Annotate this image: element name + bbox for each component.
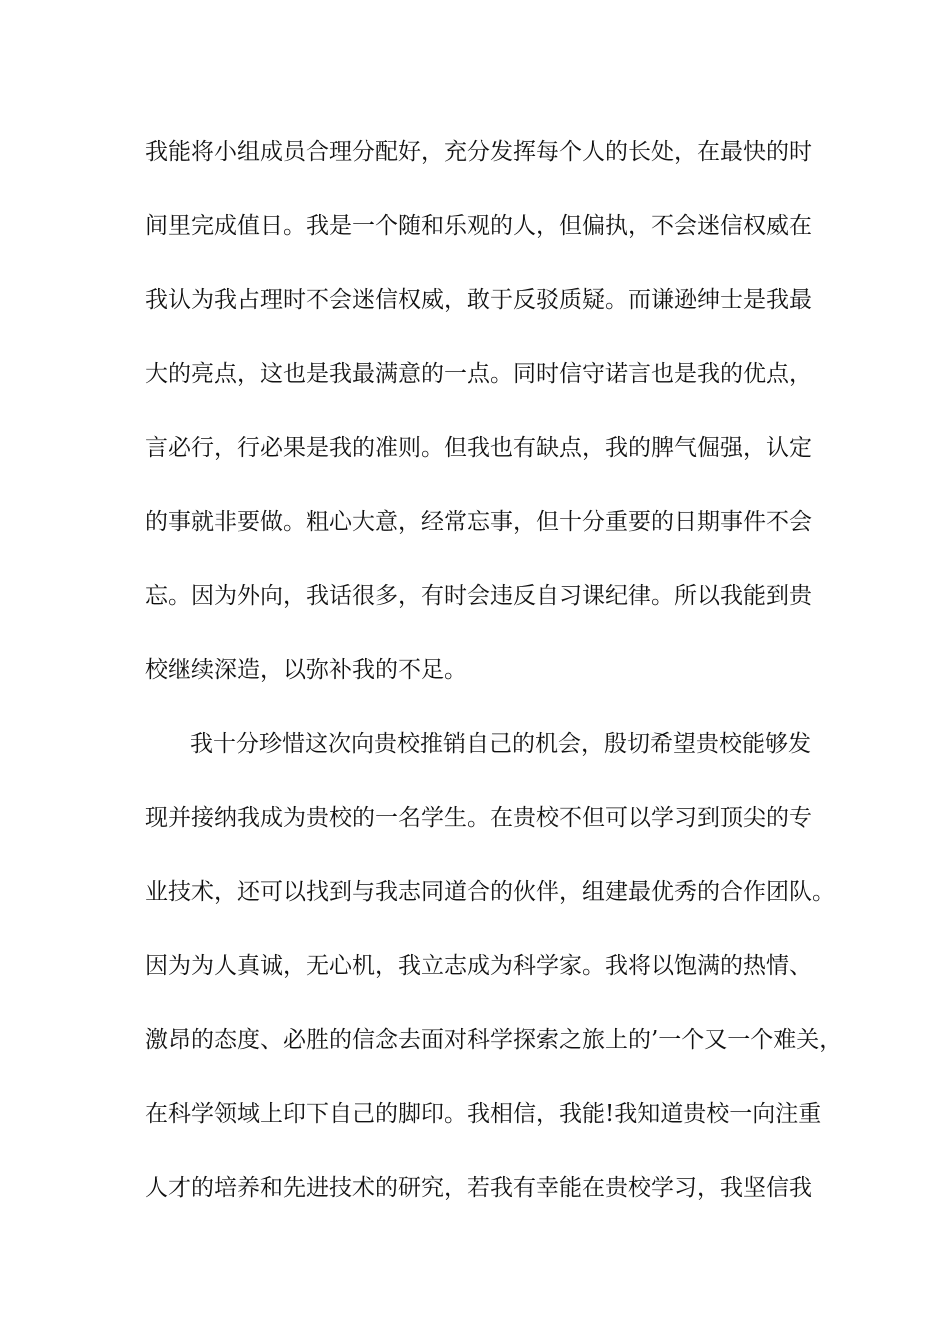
paragraph-first-line: 我十分珍惜这次向贵校推销自己的机会，殷切希望贵校能够发 [190,731,811,757]
text-line: 人才的培养和先进技术的研究，若我有幸能在贵校学习，我坚信我 [145,1175,812,1201]
text-line: 校继续深造，以弥补我的不足。 [145,657,467,683]
text-line: 现并接纳我成为贵校的一名学生。在贵校不但可以学习到顶尖的专 [145,805,812,831]
text-line: 的事就非要做。粗心大意，经常忘事，但十分重要的日期事件不会 [145,509,812,535]
text-line: 我能将小组成员合理分配好，充分发挥每个人的长处，在最快的时 [145,139,812,165]
text-line: 激昂的态度、必胜的信念去面对科学探索之旅上的’一个又一个难关， [145,1027,843,1053]
text-line: 在科学领域上印下自己的脚印。我相信，我能!我知道贵校一向注重 [145,1101,822,1127]
text-line: 言必行，行必果是我的准则。但我也有缺点，我的脾气倔强，认定 [145,435,812,461]
text-line: 因为为人真诚，无心机，我立志成为科学家。我将以饱满的热情、 [145,953,812,979]
text-line: 间里完成值日。我是一个随和乐观的人，但偏执，不会迷信权威在 [145,213,812,239]
text-line: 忘。因为外向，我话很多，有时会违反自习课纪律。所以我能到贵 [145,583,812,609]
text-line: 我认为我占理时不会迷信权威，敢于反驳质疑。而谦逊绅士是我最 [145,287,812,313]
text-line: 业技术，还可以找到与我志同道合的伙伴，组建最优秀的合作团队。 [145,879,835,905]
text-line: 大的亮点，这也是我最满意的一点。同时信守诺言也是我的优点， [145,361,812,387]
